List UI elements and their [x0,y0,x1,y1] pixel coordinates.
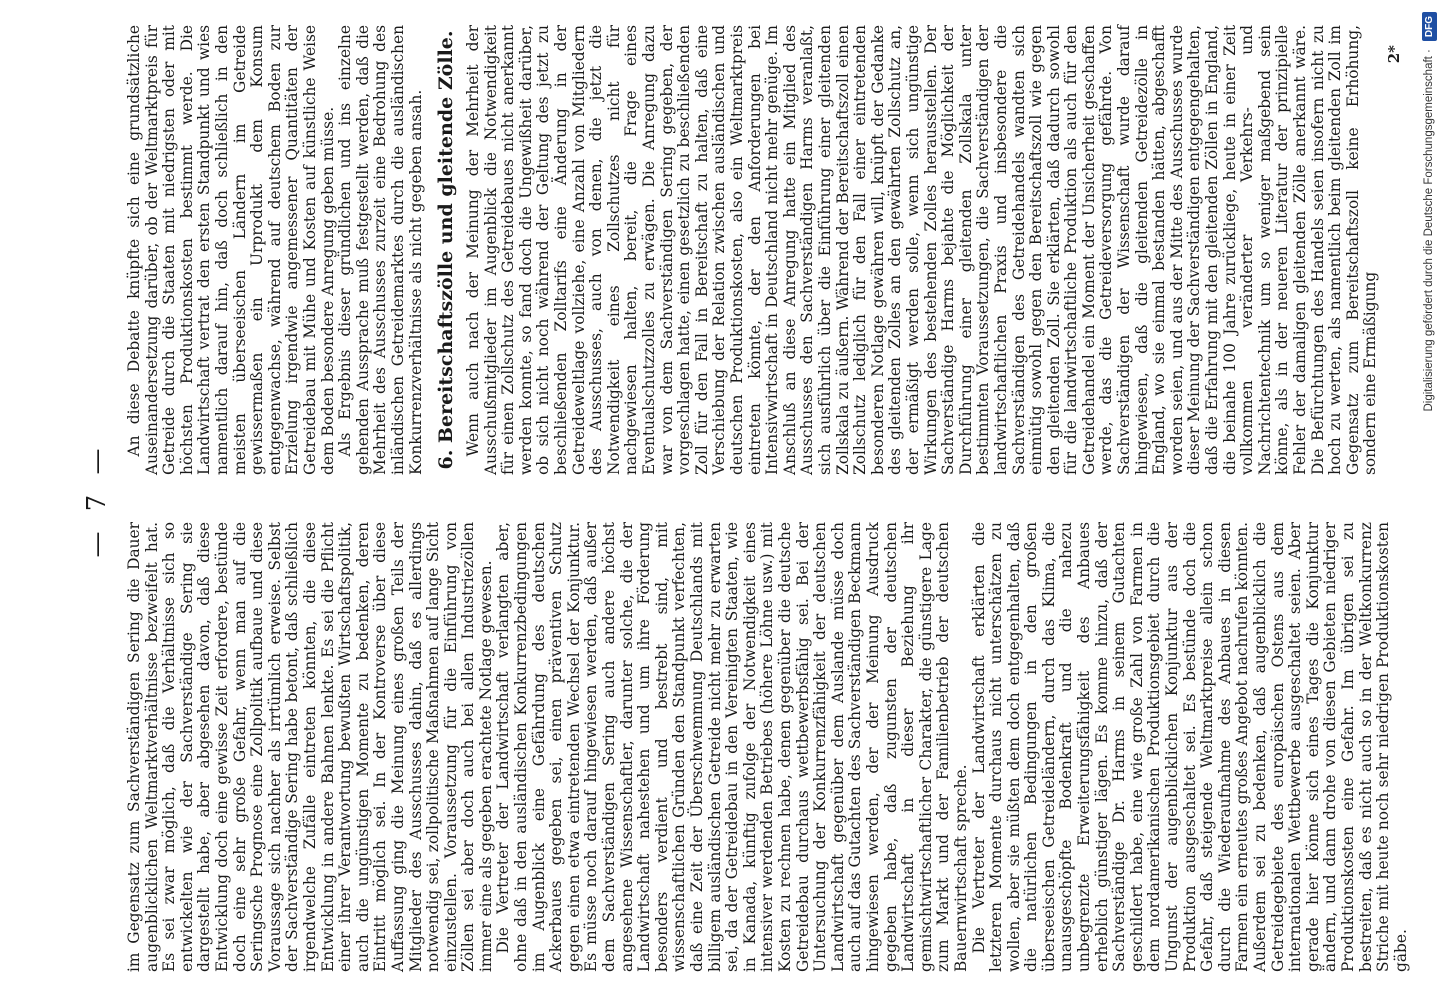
page-number: — 7 — [82,442,112,558]
left-paragraph-2: Die Vertreter der Landwirtschaft verlangten aber, ohne daß in den ausländischen Konkurrenzbedingungen im Augenblick eine Gefährdung des deutschen Ackerbaues gegeben sei, einen präventiven Schutz gegen einen etwa eintretenden Wechsel der Konjunktur. Es müsse noch darauf hingewiesen werden, daß außer dem Sachverständigen Sering auch andere höchst angesehene Wissenschaftler, darunter solche, die der Landwirtschaft nahestehen und um ihre Förderung besonders verdient und bestrebt sind, mit wissenschaftlichen Gründen den Standpunkt verfechten, daß eine Zeit der Überschwemmung Deutschlands mit billigem ausländischen Getreide nicht mehr zu erwarten sei, da der Getreidebau in den Vereinigten Staaten, wie in Kanada, künftig zufolge der Notwendigkeit eines intensiver werdenden Betriebes (höhere Löhne usw.) mit Kosten zu rechnen habe, denen gegenüber die deutsche Getreidebau durchaus wettbewerbsfähig sei. Bei der Untersuchung der Konkurrenzfähigkeit der deutschen Landwirtschaft gegenüber dem Auslande müsse doch auch auf das Gutachten des Sachverständigen Beckmann hingewiesen werden, der der Meinung Ausdruck gegeben habe, daß zugunsten der deutschen Landwirtschaft in dieser Beziehung ihr gemischtwirtschaftlicher Charakter, die günstigere Lage zum Markt und der Familienbetrieb der deutschen Bauernwirtschaft spreche. [494,522,970,972]
right-paragraph-2: Als Ergebnis dieser gründlichen und ins einzelne gehenden Aussprache muß festgestellt werden, daß die Mehrheit des Ausschusses zurzeit eine Bedrohung des inländischen Getreidemarktes durch die ausländischen Konkurrenzverhältnisse als nicht gegeben ansah. [336,25,425,475]
section-heading: 6. Bereitschaftszölle und gleitende Zölle. [435,30,458,470]
footer-strip [1384,0,1434,1000]
digitization-credit: Digitalisierung gefördert durch die Deutsche Forschungsgemeinschaft · [1423,49,1435,412]
dfg-logo: DFG [1422,12,1437,41]
left-column [125,522,1410,972]
right-paragraph-1: An diese Debatte knüpfte sich eine grundsätzliche Auseinandersetzung darüber, ob der Weltmarktpreis für Getreide durch die Staaten mit niedrigsten oder mit höchsten Produktionskosten bestimmt werde. Die Landwirtschaft vertrat den ersten Standpunkt und wies namentlich darauf hin, daß doch schließlich in den meisten überseeischen Ländern im Getreide gewissermaßen ein Urprodukt dem Konsum entgegenwachse, während auf deutschem Boden zur Erzielung irgendwie angemessener Quantitäten der Getreidebau mit Mühe und Kosten auf künstliche Weise dem Boden besondere Anregung geben müsse. [125,25,337,475]
left-paragraph-3: Die Vertreter der Landwirtschaft erklärten die letzteren Momente durchaus nicht unterschätzen zu wollen, aber sie müßten dem doch entgegenhalten, daß die natürlichen Bedingungen in den großen überseeischen Getreideländern, durch das Klima, die unausgeschöpfte Bodenkraft und die nahezu unbegrenzte Erweiterungsfähigkeit des Anbaues erheblich günstiger lägen. Es komme hinzu, daß der Sachverständige Dr. Harms in seinem Gutachten geschildert habe, eine wie große Zahl von Farmen in dem nordamerikanischen Produktionsgebiet durch die Ungunst der augenblicklichen Konjunktur aus der Produktion ausgeschaltet sei. Es bestünde doch die Gefahr, daß steigende Weltmarktpreise allein schon durch die Wiederaufnahme des Anbaues in diesen Farmen ein erneutes großes Angebot nachrufen könnten. Außerdem sei zu bedenken, daß augenblicklich die Getreidegebiete des europäischen Ostens aus dem internationalen Wettbewerbe ausgeschaltet seien. Aber gerade hier könne sich eines Tages die Konjunktur ändern, und dann drohe von diesen Gebieten niedriger Produktionskosten eine Gefahr. Im übrigen sei zu bestreiten, daß es nicht auch so in der Weltkonkurrenz Striche mit heute noch sehr niedrigen Produktionskosten gäbe. [969,522,1410,972]
right-paragraph-3: Wenn auch nach der Meinung der Mehrheit der Ausschußmitglieder im Augenblick die Notwendigkeit für einen Zollschutz des Getreidebaues nicht anerkannt werden konnte, so fand doch die Ungewißheit darüber, ob sich nicht noch während der Geltung des jetzt zu beschließenden Zolltarifs eine Änderung in der Getreideweltlage vollziehe, eine Anzahl von Mitgliedern des Ausschusses, auch von denen, die jetzt die Notwendigkeit eines Zollschutzes nicht für nachgewiesen halten, bereit, die Frage eines Eventualschutzzolles zu erwägen. Die Anregung dazu war von dem Sachverständigen Sering gegeben, der vorgeschlagen hatte, einen gesetzlich zu beschließenden Zoll für den Fall in Bereitschaft zu halten, daß eine Verschiebung der Relation zwischen ausländischen und deutschen Produktionskosten, also ein Weltmarktpreis eintreten könnte, der den Anforderungen bei Intensivwirtschaft in Deutschland nicht mehr genüge. Im Anschluß an diese Anregung hatte ein Mitglied des Ausschusses den Sachverständigen Harms veranlaßt, sich ausführlich über die Einführung einer gleitenden Zollskala zu äußern. Während der Bereitschaftszoll einen Zollschutz lediglich für den Fall einer eintretenden besonderen Notlage gewähren will, knüpft der Gedanke des gleitenden Zolles an den gewährten Zollschutz an, der ermäßigt werden solle, wenn sich ungünstige Wirkungen des bestehenden Zolles herausstellen. Der Sachverständige Harms bejahte die Möglichkeit der Durchführung einer gleitenden Zollskala unter bestimmten Voraussetzungen, die Sachverständigen der landwirtschaftlichen Praxis und insbesondere die Sachverständigen des Getreidehandels wandten sich einmütig sowohl gegen den Bereitschaftszoll wie gegen den gleitenden Zoll. Sie erklärten, daß dadurch sowohl für die landwirtschaftliche Produktion als auch für den Getreidehandel ein Moment der Unsicherheit geschaffen werde, das die Getreideversorgung gefährde. Von Sachverständigen der Wissenschaft wurde darauf hingewiesen, daß die gleitenden Getreidezölle in England, wo sie einmal bestanden hätten, abgeschafft worden seien, und aus der Mitte des Ausschusses wurde dieser Meinung der Sachverständigen entgegengehalten, daß die Erfahrung mit den gleitenden Zöllen in England, die beinahe 100 Jahre zurückliege, heute in einer Zeit vollkommen veränderter Verkehrs- und Nachrichtentechnik um so weniger maßgebend sein könne, als in der neueren Literatur der prinzipielle Fehler der damaligen gleitenden Zölle anerkannt wäre. Die Befürchtungen des Handels seien insofern nicht zu hoch zu werten, als namentlich beim gleitenden Zoll im Gegensatz zum Bereitschaftszoll keine Erhöhung, sondern eine Ermäßigung [464,25,1380,475]
left-paragraph-1: im Gegensatz zum Sachverständigen Sering die Dauer augenblicklichen Weltmarktverhältnisse bezweifelt hat. Es sei zwar möglich, daß die Verhältnisse sich so entwickelten wie der Sachverständige Sering sie dargestellt habe, aber abgesehen davon, daß diese Entwicklung doch eine gewisse Zeit erfordere, bestünde doch eine sehr große Gefahr, wenn man auf die Seringsche Prognose eine Zollpolitik aufbaue und diese Voraussage sich nachher als irrtümlich erweise. Selbst der Sachverständige Sering habe betont, daß schließlich irgendwelche Zufälle eintreten könnten, die diese Entwicklung in andere Bahnen lenkte. Es sei die Pflicht einer ihrer Verantwortung bewußten Wirtschaftspolitik, auch die ungünstigen Momente zu bedenken, deren Eintritt möglich sei. In der Kontroverse über diese Auffassung ging die Meinung eines großen Teils der Mitglieder des Ausschusses dahin, daß es allerdings notwendig sei, zollpolitische Maßnahmen auf lange Sicht einzustellen. Voraussetzung für die Einführung von Zöllen sei aber doch auch bei allen Industriezöllen immer eine als gegeben erachtete Notlage gewesen. [125,522,495,972]
page-signature: 2* [1384,45,1403,64]
right-column [125,25,1403,475]
footer-rotated [1404,0,1454,1000]
